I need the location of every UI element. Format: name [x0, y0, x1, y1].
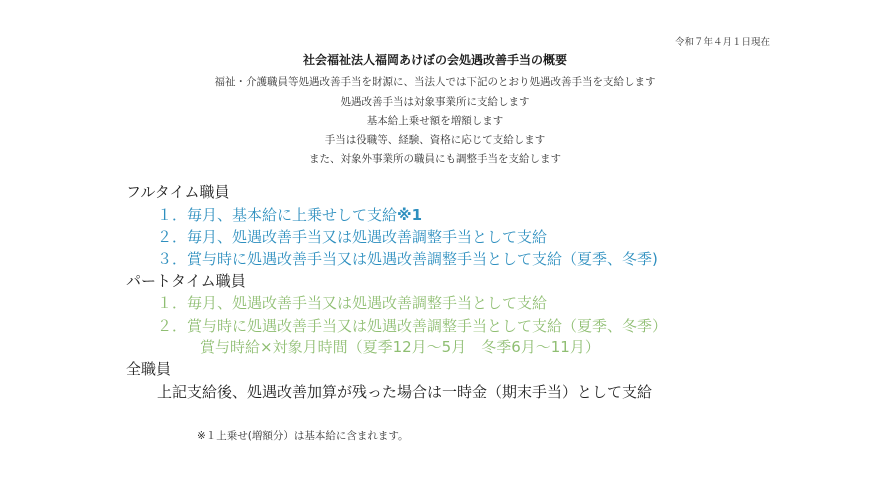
- date-line: 令和７年４月１日現在: [674, 37, 770, 48]
- fulltime-item-1-mark: ※1: [397, 206, 423, 224]
- document-title: 社会福祉法人福岡あけぼの会処遇改善手当の概要: [302, 53, 567, 67]
- fulltime-item-1-text: １．毎月、基本給に上乗せして支給: [157, 206, 398, 224]
- fulltime-item-3: ３．賞与時に処遇改善手当又は処遇改善調整手当として支給（夏季、冬季): [157, 250, 658, 268]
- intro-line-2: 処遇改善手当は対象事業所に支給します: [340, 96, 530, 108]
- footnote: ※１上乗せ(増額分）は基本給に含まれます。: [197, 430, 409, 442]
- fulltime-heading: フルタイム職員: [126, 183, 230, 201]
- intro-line-5: また、対象外事業所の職員にも調整手当を支給します: [309, 153, 561, 165]
- fulltime-item-2: ２．毎月、処遇改善手当又は処遇改善調整手当として支給: [157, 228, 548, 246]
- parttime-bonus-formula: 賞与時給×対象月時間（夏季12月〜5月 冬季6月〜11月）: [200, 338, 600, 356]
- parttime-item-1: １．毎月、処遇改善手当又は処遇改善調整手当として支給: [157, 294, 548, 312]
- intro-line-3: 基本給上乗せ額を増額します: [366, 115, 504, 127]
- all-staff-text: 上記支給後、処遇改善加算が残った場合は一時金（期末手当）として支給: [157, 383, 653, 401]
- all-staff-heading: 全職員: [126, 360, 172, 378]
- fulltime-item-1: [157, 204, 422, 225]
- parttime-item-2: ２．賞与時に処遇改善手当又は処遇改善調整手当として支給（夏季、冬季）: [157, 317, 668, 335]
- intro-line-4: 手当は役職等、経験、資格に応じて支給します: [324, 134, 546, 146]
- intro-line-1: 福祉・介護職員等処遇改善手当を財源に、当法人では下記のとおり処遇改善手当を支給します: [214, 76, 656, 88]
- parttime-heading: パートタイム職員: [126, 272, 246, 290]
